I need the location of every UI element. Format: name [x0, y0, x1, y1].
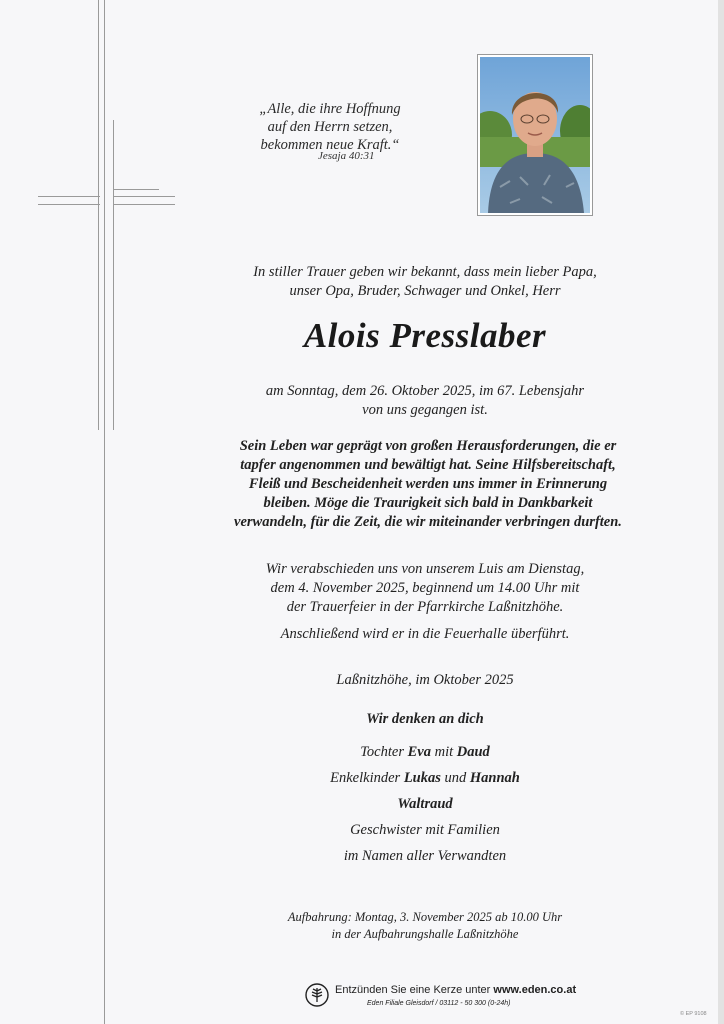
death-line: von uns gegangen ist. — [362, 402, 488, 418]
quote-line: bekommen neue Kraft.“ — [260, 137, 400, 153]
bio-line: Sein Leben war geprägt von großen Herausforderungen, die er — [239, 438, 617, 454]
farewell-line: Wir verabschieden uns von unserem Luis am Dienstag, — [265, 561, 585, 577]
mourner-line: Geschwister mit Familien — [350, 822, 500, 838]
viewing-line: Aufbahrung: Montag, 3. November 2025 ab 10.00 Uhr — [287, 910, 563, 924]
mourner-name: Lukas — [403, 770, 441, 786]
cross-line — [98, 0, 99, 430]
place-date: Laßnitzhöhe, im Oktober 2025 — [336, 672, 514, 688]
mourners-title: Wir denken an dich — [366, 711, 484, 727]
mourner-line — [180, 791, 670, 817]
mourner-connector: und — [440, 770, 470, 786]
bible-quote — [230, 100, 430, 154]
mourners-list — [180, 739, 670, 869]
quote-line: auf den Herrn setzen, — [267, 119, 393, 135]
branch-info: Eden Filiale Gleisdorf / 03112 - 50 300 (0-24h) — [367, 1000, 511, 1007]
mourner-connector: mit — [430, 744, 457, 760]
viewing-notice — [180, 909, 670, 943]
mourner-relation: Tochter — [360, 744, 408, 760]
cross-line — [113, 204, 175, 205]
mourner-name: Waltraud — [397, 796, 453, 812]
mourner-line: im Namen aller Verwandten — [343, 848, 507, 864]
cross-line — [113, 189, 159, 190]
quote-source: Jesaja 40:31 — [318, 150, 375, 162]
candle-text: Entzünden Sie eine Kerze unter — [335, 984, 494, 996]
intro-text — [180, 263, 670, 301]
mourner-relation: Enkelkinder — [330, 770, 404, 786]
death-notice — [180, 382, 670, 420]
bio-line: tapfer angenommen und bewältigt hat. Seine Hilfsbereitschaft, — [240, 457, 616, 473]
cross-line — [113, 120, 114, 430]
farewell-notice — [180, 560, 670, 617]
farewell-line: der Trauerfeier in der Pfarrkirche Laßnitzhöhe. — [286, 599, 564, 615]
mourner-line — [180, 739, 670, 765]
mourner-name: Hannah — [469, 770, 520, 786]
mourner-name: Eva — [407, 744, 431, 760]
mourner-line — [180, 765, 670, 791]
print-code: © EP 9108 — [680, 1011, 707, 1017]
cross-line — [38, 196, 100, 197]
bio-line: bleiben. Möge die Traurigkeit sich bald in Dankbarkeit — [263, 495, 593, 511]
intro-line: In stiller Trauer geben wir bekannt, dass mein lieber Papa, — [253, 264, 597, 280]
page-edge — [718, 0, 724, 1024]
eden-url-link[interactable]: www.eden.co.at — [493, 984, 577, 996]
deceased-name: Alois Presslaber — [303, 316, 547, 355]
cross-line — [113, 196, 175, 197]
bio-line: Fleiß und Bescheidenheit werden uns immer in Erinnerung — [248, 476, 608, 492]
cross-line — [104, 0, 105, 1024]
intro-line: unser Opa, Bruder, Schwager und Onkel, Herr — [289, 283, 561, 299]
bio-line: verwandeln, für die Zeit, die wir miteinander verbringen durften. — [234, 514, 622, 530]
cross-line — [38, 204, 100, 205]
cremation-notice: Anschließend wird er in die Feuerhalle überführt. — [280, 626, 570, 642]
biography-text — [208, 437, 648, 532]
candle-link-text — [335, 984, 576, 996]
portrait-photo — [477, 54, 593, 216]
portrait-image — [480, 57, 590, 213]
eden-logo-icon — [305, 983, 329, 1007]
viewing-line: in der Aufbahrungshalle Laßnitzhöhe — [331, 927, 519, 941]
farewell-line: dem 4. November 2025, beginnend um 14.00 Uhr mit — [270, 580, 580, 596]
death-line: am Sonntag, dem 26. Oktober 2025, im 67. Lebensjahr — [265, 383, 585, 399]
quote-line: „Alle, die ihre Hoffnung — [259, 101, 401, 117]
mourner-name: Daud — [456, 744, 490, 760]
